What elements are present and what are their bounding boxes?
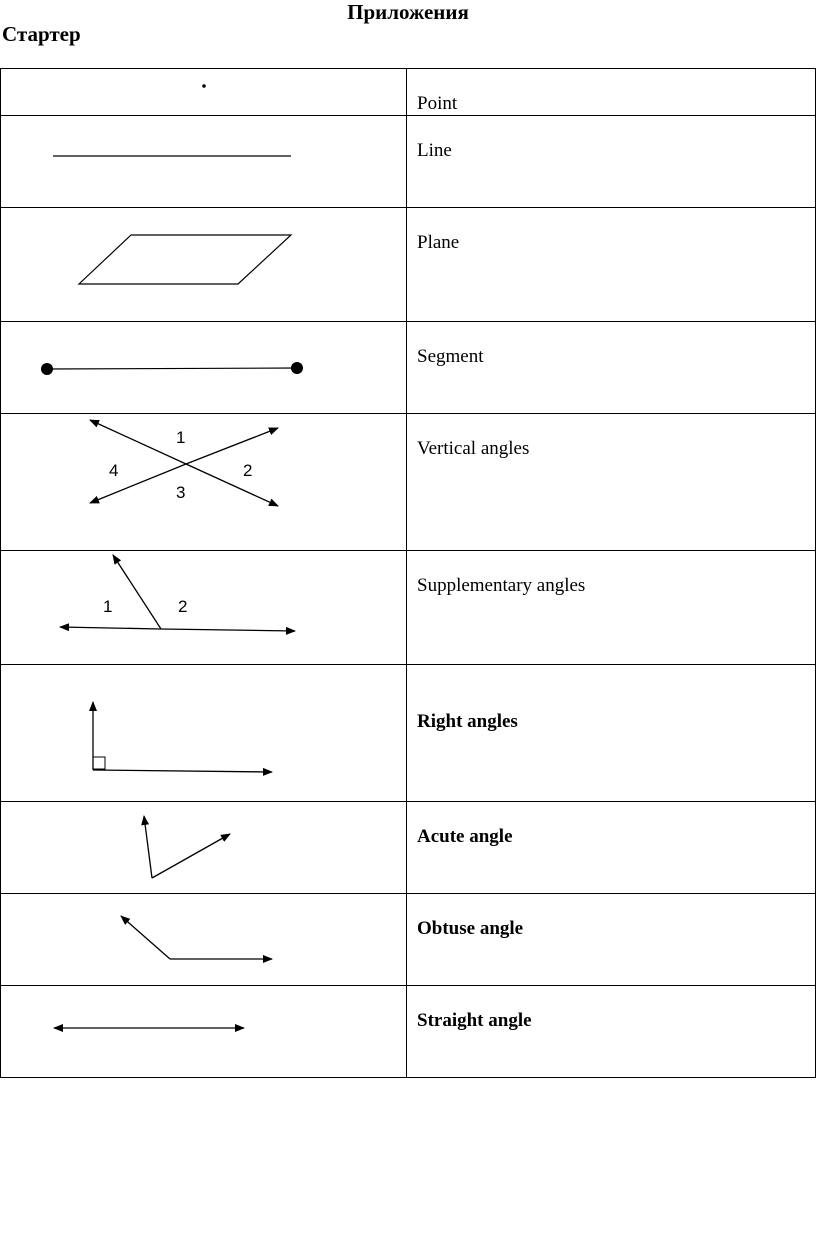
table-row [1,69,816,116]
line-figure [1,116,406,207]
ray-upper-right [186,428,278,464]
term-cell: Point [407,69,816,116]
term-cell: Plane [407,208,816,322]
figure-cell [1,894,407,986]
table-row [1,665,816,802]
table-row [1,894,816,986]
segment-endpoint [291,362,303,374]
angle-label-1: 1 [176,428,186,447]
angle-label-2: 2 [243,461,253,480]
ray-left [60,627,161,629]
term-cell: Straight angle [407,986,816,1078]
ray-right [152,834,230,878]
angle-label-3: 3 [176,483,186,502]
ray-right [161,629,295,631]
vertical-angles-figure [1,414,406,550]
table-row [1,414,816,551]
plane-parallelogram [79,235,291,284]
figure-cell [1,69,407,116]
term-cell: Obtuse angle [407,894,816,986]
figure-cell [1,208,407,322]
segment-figure [1,322,406,413]
ray-up [113,555,161,629]
table-row [1,986,816,1078]
figure-cell [1,414,407,551]
angle-label-1: 1 [103,597,113,616]
straight-angle-figure [1,986,406,1077]
table-row [1,116,816,208]
ray-lower-right [186,464,278,506]
figure-cell [1,665,407,802]
plane-figure [1,208,406,321]
segment-endpoint [41,363,53,375]
angle-label-4: 4 [109,461,119,480]
point-dot [202,84,206,88]
figure-cell [1,551,407,665]
right-angle-marker [93,757,105,769]
ray-upper-left [90,420,186,464]
segment-line [47,368,297,369]
term-cell: Vertical angles [407,414,816,551]
figure-cell [1,322,407,414]
point-figure [1,69,406,114]
term-cell: Right angles [407,665,816,802]
term-cell: Acute angle [407,802,816,894]
figure-cell [1,116,407,208]
ray-horizontal [93,770,272,772]
term-cell: Line [407,116,816,208]
table-row [1,322,816,414]
ray-up [144,816,152,878]
term-cell: Segment [407,322,816,414]
section-title: Стартер [2,22,81,46]
supplementary-angles-figure [1,551,406,664]
table-row [1,208,816,322]
ray-upper-left [121,916,170,959]
figure-cell [1,986,407,1078]
acute-angle-figure [1,802,406,893]
figure-cell [1,802,407,894]
obtuse-angle-figure [1,894,406,985]
right-angle-figure [1,665,406,801]
table-row [1,551,816,665]
geometry-terms-table [0,68,816,1078]
ray-lower-left [90,464,186,503]
angle-label-2: 2 [178,597,188,616]
table-row [1,802,816,894]
term-cell: Supplementary angles [407,551,816,665]
page-title: Приложения [347,0,469,24]
